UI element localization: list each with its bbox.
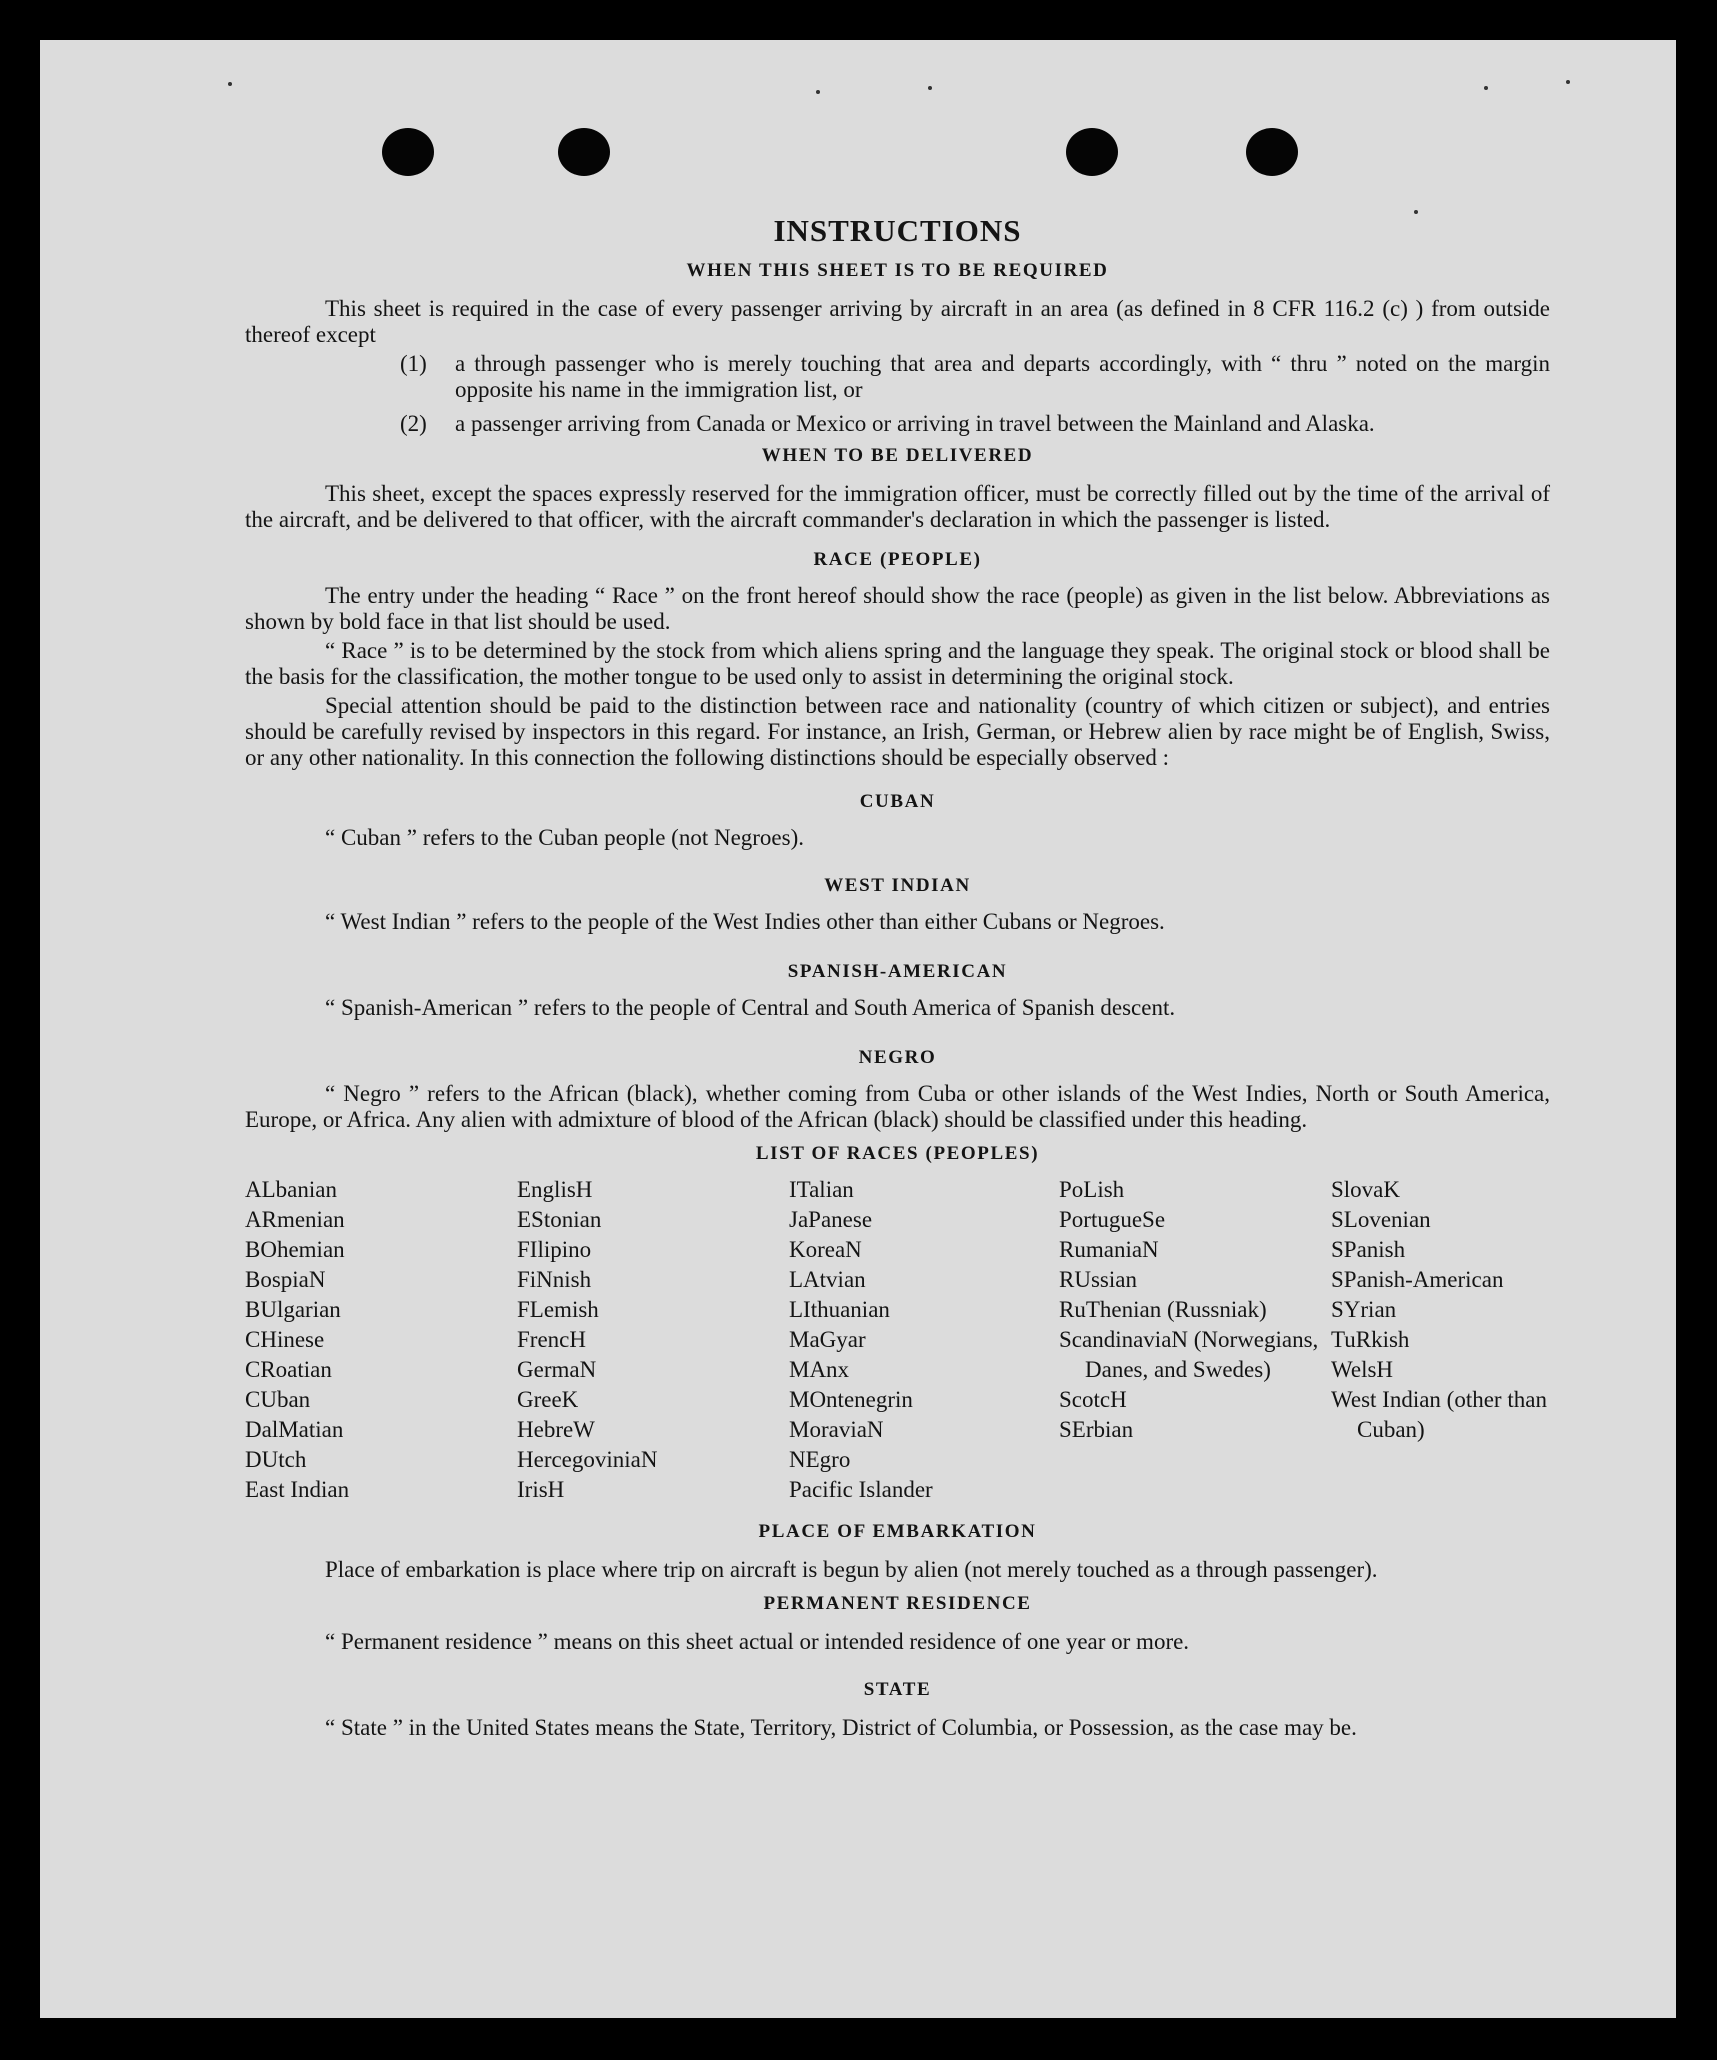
- race-entry: MoraviaN: [789, 1417, 884, 1442]
- race-entry: ITalian: [789, 1177, 854, 1202]
- race-column: [517, 1175, 789, 1505]
- residence-body: “ Permanent residence ” means on this sheet actual or intended residence of one year or more.: [325, 1629, 1190, 1654]
- speck: [928, 86, 932, 90]
- race-entry: BospiaN: [245, 1267, 326, 1292]
- race-entry: EnglisH: [517, 1177, 593, 1202]
- document-sheet: [40, 40, 1676, 2018]
- race-entry: SErbian: [1059, 1417, 1134, 1442]
- race-entry: DUtch: [245, 1447, 307, 1472]
- race-column: [245, 1175, 517, 1505]
- page-title: INSTRUCTIONS: [773, 213, 1022, 248]
- race-column: [789, 1175, 1059, 1505]
- race-entry: WelsH: [1331, 1357, 1394, 1382]
- race-entry: GreeK: [517, 1387, 579, 1412]
- speck: [228, 82, 232, 86]
- negro-body: “ Negro ” refers to the African (black), whether coming from Cuba or other islands of the West Indies, North or South America, Europe, or Africa. Any alien with admixture of blood of the African (black) should be classified under this heading.: [245, 1081, 1550, 1132]
- race-entry: Pacific Islander: [789, 1477, 933, 1502]
- state-body: “ State ” in the United States means the State, Territory, District of Columbia, or Possession, as the case may be.: [325, 1715, 1357, 1740]
- race-entry: FIlipino: [517, 1237, 592, 1262]
- race-entry: SPanish: [1331, 1237, 1406, 1262]
- punch-hole: [1066, 128, 1118, 176]
- race-entry: MOntenegrin: [789, 1387, 913, 1412]
- race-paragraph-2: “ Race ” is to be determined by the stock from which aliens spring and the language they speak. The original stock or blood shall be the basis for the classification, the mother tongue to be used only to assist in determining the original stock.: [245, 638, 1550, 689]
- race-column: [1059, 1175, 1331, 1505]
- race-entry: BOhemian: [245, 1237, 345, 1262]
- section-heading-west-indian: WEST INDIAN: [824, 875, 971, 896]
- instructions-content: [245, 210, 1550, 1741]
- section-heading-cuban: CUBAN: [859, 791, 936, 812]
- race-entry: FrencH: [517, 1327, 586, 1352]
- required-intro: This sheet is required in the case of every passenger arriving by aircraft in an area (as defined in 8 CFR 116.2 (c) ) from outside thereof except: [245, 296, 1550, 347]
- section-heading-negro: NEGRO: [858, 1047, 937, 1068]
- race-paragraph-3: Special attention should be paid to the distinction between race and nationality (country of which citizen or subject), and entries should be carefully revised by inspectors in this regard. For instance, an Irish, German, or Hebrew alien by race might be of English, Swiss, or any other nationality. In this connection the following distinctions should be especially observed :: [245, 693, 1550, 770]
- race-entry: MaGyar: [789, 1327, 866, 1352]
- race-entry: East Indian: [245, 1477, 350, 1502]
- punch-hole: [1246, 128, 1298, 176]
- speck: [1566, 80, 1570, 84]
- race-entry: West Indian (other than Cuban): [1331, 1387, 1547, 1442]
- cuban-body: “ Cuban ” refers to the Cuban people (not Negroes).: [325, 825, 805, 850]
- race-entry: RumaniaN: [1059, 1237, 1159, 1262]
- race-paragraph-1: The entry under the heading “ Race ” on the front hereof should show the race (people) as given in the list below. Abbreviations as shown by bold face in that list should be used.: [245, 583, 1550, 634]
- race-entry: ScandinaviaN (Norwegians, Danes, and Swedes): [1059, 1327, 1319, 1382]
- race-entry: MAnx: [789, 1357, 850, 1382]
- exception-item-1: (1) a through passenger who is merely touching that area and departs accordingly, with “ thru ” noted on the margin opposite his name in the immigration list, or: [400, 351, 1550, 402]
- race-entry: BUlgarian: [245, 1297, 341, 1322]
- speck: [816, 90, 820, 94]
- race-list: [245, 1175, 1550, 1505]
- race-entry: CHinese: [245, 1327, 325, 1352]
- section-heading-race: RACE (PEOPLE): [813, 549, 982, 570]
- race-entry: IrisH: [517, 1477, 565, 1502]
- spanish-american-body: “ Spanish-American ” refers to the people of Central and South America of Spanish descent.: [325, 995, 1176, 1020]
- race-entry: FiNnish: [517, 1267, 592, 1292]
- exception-item-2: (2) a passenger arriving from Canada or Mexico or arriving in travel between the Mainland and Alaska.: [400, 411, 1375, 436]
- delivered-body: This sheet, except the spaces expressly reserved for the immigration officer, must be correctly filled out by the time of the arrival of the aircraft, and be delivered to that officer, with the aircraft commander's declaration in which the passenger is listed.: [245, 481, 1550, 532]
- section-heading-spanish-american: SPANISH-AMERICAN: [787, 961, 1008, 982]
- punch-hole: [558, 128, 610, 176]
- race-entry: JaPanese: [789, 1207, 873, 1232]
- race-entry: CUban: [245, 1387, 311, 1412]
- race-entry: LAtvian: [789, 1267, 866, 1292]
- race-entry: ScotcH: [1059, 1387, 1127, 1412]
- race-entry: RuThenian (Russniak): [1059, 1297, 1267, 1322]
- race-entry: CRoatian: [245, 1357, 332, 1382]
- speck: [1484, 86, 1488, 90]
- race-entry: HebreW: [517, 1417, 595, 1442]
- embarkation-body: Place of embarkation is place where trip on aircraft is begun by alien (not merely touched as a through passenger).: [325, 1557, 1378, 1582]
- race-entry: ALbanian: [245, 1177, 337, 1202]
- race-entry: PoLish: [1059, 1177, 1125, 1202]
- race-column: [1331, 1175, 1550, 1505]
- race-entry: KoreaN: [789, 1237, 862, 1262]
- section-heading-residence: PERMANENT RESIDENCE: [763, 1593, 1032, 1614]
- race-entry: NEgro: [789, 1447, 851, 1472]
- punch-hole: [382, 128, 434, 176]
- section-heading-required: WHEN THIS SHEET IS TO BE REQUIRED: [686, 260, 1109, 281]
- race-entry: LIthuanian: [789, 1297, 890, 1322]
- race-entry: DalMatian: [245, 1417, 344, 1442]
- race-entry: PortugueSe: [1059, 1207, 1166, 1232]
- section-heading-delivered: WHEN TO BE DELIVERED: [761, 445, 1034, 466]
- race-entry: TuRkish: [1331, 1327, 1410, 1352]
- race-entry: FLemish: [517, 1297, 599, 1322]
- race-entry: SLovenian: [1331, 1207, 1431, 1232]
- race-entry: SlovaK: [1331, 1177, 1400, 1202]
- race-entry: ARmenian: [245, 1207, 345, 1232]
- race-entry: GermaN: [517, 1357, 597, 1382]
- race-entry: SPanish-American: [1331, 1267, 1504, 1292]
- section-heading-race-list: LIST OF RACES (PEOPLES): [755, 1143, 1040, 1164]
- race-entry: RUssian: [1059, 1267, 1137, 1292]
- section-heading-embarkation: PLACE OF EMBARKATION: [758, 1521, 1037, 1542]
- section-heading-state: STATE: [863, 1679, 932, 1700]
- race-entry: SYrian: [1331, 1297, 1397, 1322]
- race-entry: EStonian: [517, 1207, 602, 1232]
- race-entry: HercegoviniaN: [517, 1447, 658, 1472]
- west-indian-body: “ West Indian ” refers to the people of the West Indies other than either Cubans or Negroes.: [325, 909, 1165, 934]
